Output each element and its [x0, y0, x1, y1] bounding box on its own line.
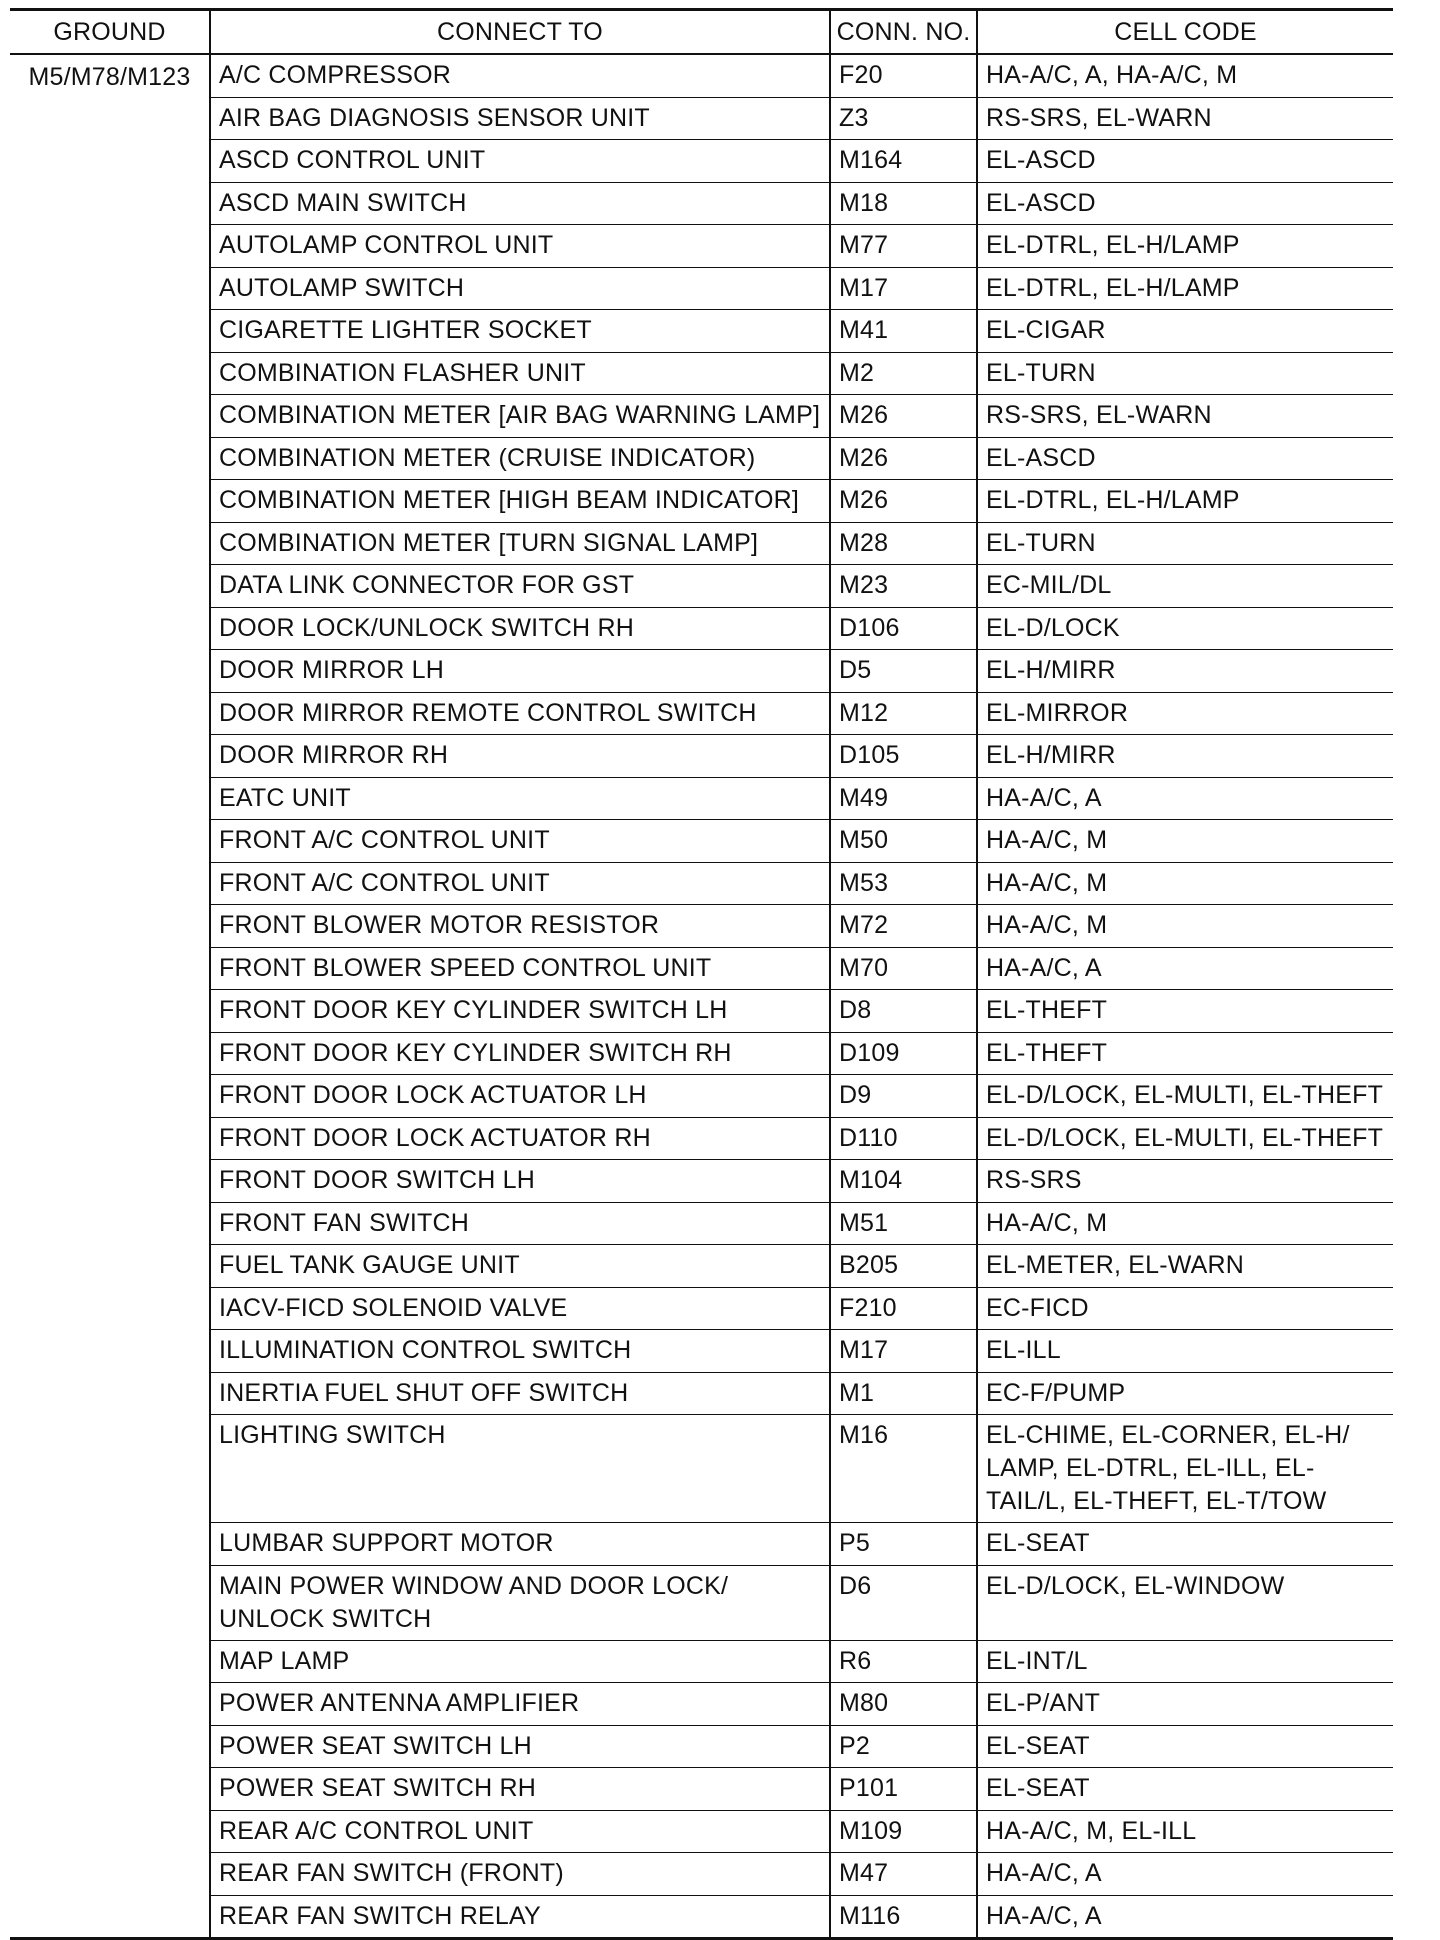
conn-no-cell: M72	[830, 905, 977, 948]
ground-value: M5/M78/M123	[28, 63, 191, 91]
connect-to-cell: MAP LAMP	[210, 1640, 830, 1683]
cell-code-cell: EL-INT/L	[977, 1640, 1393, 1683]
table-row	[10, 182, 1393, 225]
table-row	[10, 820, 1393, 863]
connect-to-cell: LUMBAR SUPPORT MOTOR	[210, 1523, 830, 1566]
ground-distribution-sheet	[10, 8, 1393, 1940]
conn-no-cell: B205	[830, 1245, 977, 1288]
table-row	[10, 862, 1393, 905]
connect-to-cell: FRONT BLOWER MOTOR RESISTOR	[210, 905, 830, 948]
table-header	[10, 10, 1393, 55]
table-row	[10, 1160, 1393, 1203]
conn-no-cell: D106	[830, 607, 977, 650]
table-row	[10, 905, 1393, 948]
cell-code-cell: RS-SRS, EL-WARN	[977, 395, 1393, 438]
cell-code-cell: EL-D/LOCK, EL-WINDOW	[977, 1565, 1393, 1640]
table-row	[10, 480, 1393, 523]
conn-no-cell: M17	[830, 267, 977, 310]
conn-no-cell: M12	[830, 692, 977, 735]
connect-to-cell: COMBINATION METER [AIR BAG WARNING LAMP]	[210, 395, 830, 438]
table-row	[10, 437, 1393, 480]
table-row	[10, 1245, 1393, 1288]
connect-to-cell: POWER SEAT SWITCH RH	[210, 1768, 830, 1811]
cell-code-cell: HA-A/C, M	[977, 862, 1393, 905]
cell-code-cell: EL-D/LOCK, EL-MULTI, EL-THEFT	[977, 1117, 1393, 1160]
conn-no-cell: P101	[830, 1768, 977, 1811]
conn-no-cell: M104	[830, 1160, 977, 1203]
connect-to-cell: REAR FAN SWITCH RELAY	[210, 1895, 830, 1939]
connect-to-cell: AUTOLAMP SWITCH	[210, 267, 830, 310]
table-row	[10, 607, 1393, 650]
connect-to-cell: AUTOLAMP CONTROL UNIT	[210, 225, 830, 268]
conn-no-cell: M26	[830, 480, 977, 523]
cell-code-cell: EL-TURN	[977, 352, 1393, 395]
connect-to-cell: AIR BAG DIAGNOSIS SENSOR UNIT	[210, 97, 830, 140]
connect-to-cell: DOOR MIRROR REMOTE CONTROL SWITCH	[210, 692, 830, 735]
cell-code-cell: HA-A/C, A	[977, 947, 1393, 990]
conn-no-cell: M80	[830, 1683, 977, 1726]
conn-no-cell: M28	[830, 522, 977, 565]
table-row	[10, 1725, 1393, 1768]
conn-no-cell: M50	[830, 820, 977, 863]
conn-no-cell: M164	[830, 140, 977, 183]
cell-code-cell: EL-ASCD	[977, 437, 1393, 480]
table-row	[10, 140, 1393, 183]
connect-to-cell: COMBINATION METER [HIGH BEAM INDICATOR]	[210, 480, 830, 523]
conn-no-cell: M51	[830, 1202, 977, 1245]
connect-to-cell: FRONT DOOR LOCK ACTUATOR RH	[210, 1117, 830, 1160]
conn-no-cell: M2	[830, 352, 977, 395]
conn-no-cell: M18	[830, 182, 977, 225]
cell-code-cell: EC-MIL/DL	[977, 565, 1393, 608]
conn-no-cell: D6	[830, 1565, 977, 1640]
cell-code-cell: HA-A/C, A	[977, 777, 1393, 820]
connect-to-cell: ASCD MAIN SWITCH	[210, 182, 830, 225]
conn-no-cell: M23	[830, 565, 977, 608]
header-ground: GROUND	[10, 10, 210, 55]
table-row	[10, 1202, 1393, 1245]
connect-to-cell: A/C COMPRESSOR	[210, 54, 830, 97]
cell-code-cell: EL-SEAT	[977, 1725, 1393, 1768]
cell-code-cell: EL-MIRROR	[977, 692, 1393, 735]
cell-code-cell: EL-ILL	[977, 1330, 1393, 1373]
cell-code-cell: EL-ASCD	[977, 182, 1393, 225]
cell-code-cell: EL-D/LOCK	[977, 607, 1393, 650]
connect-to-cell: COMBINATION METER [TURN SIGNAL LAMP]	[210, 522, 830, 565]
cell-code-cell: EL-SEAT	[977, 1768, 1393, 1811]
conn-no-cell: M41	[830, 310, 977, 353]
conn-no-cell: D8	[830, 990, 977, 1033]
conn-no-cell: M116	[830, 1895, 977, 1939]
conn-no-cell: R6	[830, 1640, 977, 1683]
header-connect-to: CONNECT TO	[210, 10, 830, 55]
connect-to-cell: DOOR MIRROR LH	[210, 650, 830, 693]
cell-code-cell: HA-A/C, A	[977, 1853, 1393, 1896]
connect-to-cell: COMBINATION METER (CRUISE INDICATOR)	[210, 437, 830, 480]
connect-to-cell: DATA LINK CONNECTOR FOR GST	[210, 565, 830, 608]
connect-to-cell: FRONT DOOR LOCK ACTUATOR LH	[210, 1075, 830, 1118]
table-row	[10, 692, 1393, 735]
connect-to-cell: REAR FAN SWITCH (FRONT)	[210, 1853, 830, 1896]
connect-to-cell: DOOR MIRROR RH	[210, 735, 830, 778]
cell-code-cell: EL-H/MIRR	[977, 650, 1393, 693]
cell-code-cell: HA-A/C, A	[977, 1895, 1393, 1939]
connect-to-cell: DOOR LOCK/UNLOCK SWITCH RH	[210, 607, 830, 650]
cell-code-cell: HA-A/C, M, EL-ILL	[977, 1810, 1393, 1853]
connect-to-cell: REAR A/C CONTROL UNIT	[210, 1810, 830, 1853]
connect-to-cell: FRONT DOOR KEY CYLINDER SWITCH RH	[210, 1032, 830, 1075]
connect-to-cell: POWER ANTENNA AMPLIFIER	[210, 1683, 830, 1726]
connect-to-cell: FRONT DOOR KEY CYLINDER SWITCH LH	[210, 990, 830, 1033]
table-row	[10, 97, 1393, 140]
conn-no-cell: D105	[830, 735, 977, 778]
cell-code-cell: RS-SRS, EL-WARN	[977, 97, 1393, 140]
table-row	[10, 1810, 1393, 1853]
table-body	[10, 54, 1393, 1939]
cell-code-cell: HA-A/C, M	[977, 820, 1393, 863]
conn-no-cell: D109	[830, 1032, 977, 1075]
table-row	[10, 1565, 1393, 1640]
conn-no-cell: M49	[830, 777, 977, 820]
cell-code-cell: EL-P/ANT	[977, 1683, 1393, 1726]
connect-to-cell: MAIN POWER WINDOW AND DOOR LOCK/ UNLOCK SWITCH	[210, 1565, 830, 1640]
connect-to-cell: FRONT FAN SWITCH	[210, 1202, 830, 1245]
table-row	[10, 310, 1393, 353]
cell-code-cell: EL-CHIME, EL-CORNER, EL-H/ LAMP, EL-DTRL, EL-ILL, EL-TAIL/L, EL-THEFT, EL-T/TOW	[977, 1415, 1393, 1523]
cell-code-cell: HA-A/C, M	[977, 1202, 1393, 1245]
conn-no-cell: M16	[830, 1415, 977, 1523]
conn-no-cell: M53	[830, 862, 977, 905]
table-row	[10, 1372, 1393, 1415]
conn-no-cell: M70	[830, 947, 977, 990]
cell-code-cell: RS-SRS	[977, 1160, 1393, 1203]
table-row	[10, 1075, 1393, 1118]
conn-no-cell: P2	[830, 1725, 977, 1768]
table-row	[10, 1895, 1393, 1939]
cell-code-cell: EL-THEFT	[977, 1032, 1393, 1075]
connect-to-cell: FRONT BLOWER SPEED CONTROL UNIT	[210, 947, 830, 990]
conn-no-cell: F210	[830, 1287, 977, 1330]
header-row	[10, 10, 1393, 55]
table-row	[10, 947, 1393, 990]
conn-no-cell: M26	[830, 437, 977, 480]
table-row	[10, 1330, 1393, 1373]
table-row	[10, 1853, 1393, 1896]
table-row	[10, 990, 1393, 1033]
connect-to-cell: FRONT A/C CONTROL UNIT	[210, 862, 830, 905]
table-row	[10, 1640, 1393, 1683]
connect-to-cell: IACV-FICD SOLENOID VALVE	[210, 1287, 830, 1330]
conn-no-cell: D110	[830, 1117, 977, 1160]
cell-code-cell: EL-DTRL, EL-H/LAMP	[977, 267, 1393, 310]
connect-to-cell: FUEL TANK GAUGE UNIT	[210, 1245, 830, 1288]
table-row	[10, 777, 1393, 820]
cell-code-cell: EL-DTRL, EL-H/LAMP	[977, 480, 1393, 523]
connect-to-cell: ILLUMINATION CONTROL SWITCH	[210, 1330, 830, 1373]
connect-to-cell: INERTIA FUEL SHUT OFF SWITCH	[210, 1372, 830, 1415]
table-row	[10, 1287, 1393, 1330]
connect-to-cell: COMBINATION FLASHER UNIT	[210, 352, 830, 395]
conn-no-cell: M1	[830, 1372, 977, 1415]
ground-distribution-table	[10, 8, 1393, 1940]
conn-no-cell: Z3	[830, 97, 977, 140]
conn-no-cell: F20	[830, 54, 977, 97]
table-row	[10, 735, 1393, 778]
table-row	[10, 1032, 1393, 1075]
conn-no-cell: D5	[830, 650, 977, 693]
table-row	[10, 522, 1393, 565]
cell-code-cell: EL-DTRL, EL-H/LAMP	[977, 225, 1393, 268]
table-row	[10, 1683, 1393, 1726]
cell-code-cell: EL-METER, EL-WARN	[977, 1245, 1393, 1288]
cell-code-cell: EL-CIGAR	[977, 310, 1393, 353]
cell-code-cell: EL-TURN	[977, 522, 1393, 565]
table-row	[10, 395, 1393, 438]
connect-to-cell: LIGHTING SWITCH	[210, 1415, 830, 1523]
conn-no-cell: M26	[830, 395, 977, 438]
conn-no-cell: M47	[830, 1853, 977, 1896]
table-row	[10, 1117, 1393, 1160]
table-row	[10, 1415, 1393, 1523]
cell-code-cell: EC-FICD	[977, 1287, 1393, 1330]
cell-code-cell: EL-THEFT	[977, 990, 1393, 1033]
conn-no-cell: P5	[830, 1523, 977, 1566]
table-row	[10, 565, 1393, 608]
conn-no-cell: M77	[830, 225, 977, 268]
table-row	[10, 1768, 1393, 1811]
cell-code-cell: HA-A/C, M	[977, 905, 1393, 948]
cell-code-cell: EL-SEAT	[977, 1523, 1393, 1566]
connect-to-cell: CIGARETTE LIGHTER SOCKET	[210, 310, 830, 353]
cell-code-cell: EL-ASCD	[977, 140, 1393, 183]
conn-no-cell: M17	[830, 1330, 977, 1373]
table-row	[10, 650, 1393, 693]
conn-no-cell: D9	[830, 1075, 977, 1118]
cell-code-cell: EL-D/LOCK, EL-MULTI, EL-THEFT	[977, 1075, 1393, 1118]
connect-to-cell: FRONT A/C CONTROL UNIT	[210, 820, 830, 863]
table-row	[10, 267, 1393, 310]
table-row	[10, 352, 1393, 395]
connect-to-cell: ASCD CONTROL UNIT	[210, 140, 830, 183]
cell-code-cell: EL-H/MIRR	[977, 735, 1393, 778]
conn-no-cell: M109	[830, 1810, 977, 1853]
table-row	[10, 225, 1393, 268]
connect-to-cell: EATC UNIT	[210, 777, 830, 820]
table-row	[10, 1523, 1393, 1566]
header-cell-code: CELL CODE	[977, 10, 1393, 55]
cell-code-cell: HA-A/C, A, HA-A/C, M	[977, 54, 1393, 97]
table-row	[10, 54, 1393, 97]
connect-to-cell: POWER SEAT SWITCH LH	[210, 1725, 830, 1768]
cell-code-cell: EC-F/PUMP	[977, 1372, 1393, 1415]
connect-to-cell: FRONT DOOR SWITCH LH	[210, 1160, 830, 1203]
header-conn-no: CONN. NO.	[830, 10, 977, 55]
